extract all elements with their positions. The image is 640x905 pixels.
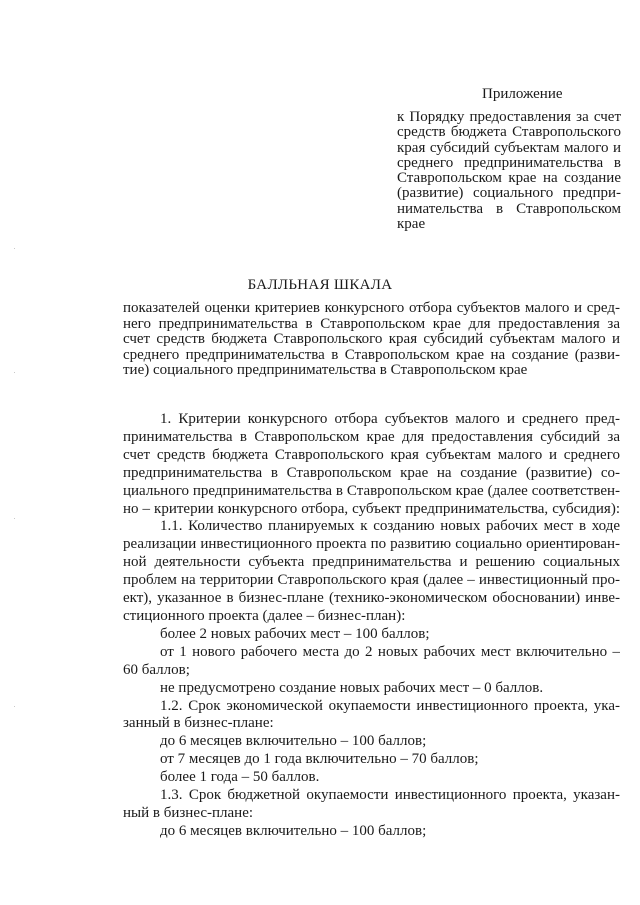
scan-margin-mark	[14, 372, 15, 373]
document-subtitle	[123, 301, 620, 379]
paragraph-line: 1.2. Срок экономической окупаемости инвестиционного проекта, ука-	[160, 697, 620, 714]
paragraph-line: 1.3. Срок бюджетной окупаемости инвестиционного проекта, указан-	[160, 787, 620, 804]
subtitle-line: тие) социального предпринимательства в Ставропольском крае	[123, 363, 528, 379]
paragraph-line: занный в бизнес-плане:	[123, 715, 274, 732]
appendix-line: нимательства в Ставропольском	[397, 201, 621, 217]
appendix-line: средств бюджета Ставропольского	[397, 125, 621, 141]
scan-margin-mark	[14, 248, 15, 249]
document-title: БАЛЛЬНАЯ ШКАЛА	[247, 277, 393, 293]
paragraph-line: реализации инвестиционного проекта по развитию социально ориентирован-	[123, 536, 620, 553]
paragraph-line: более 2 новых рабочих мест – 100 баллов;	[160, 625, 430, 642]
scan-margin-mark	[14, 518, 15, 519]
document-body	[123, 411, 620, 841]
appendix-reference	[397, 110, 621, 232]
paragraph-line: ной деятельности субъекта предпринимательства и решению социальных	[123, 554, 620, 571]
paragraph-line: но – критерии конкурсного отбора, субъект предпринимательства, субсидия):	[123, 500, 620, 517]
subtitle-line: него предпринимательства в Ставропольском крае для предоставления за	[123, 316, 620, 332]
appendix-line: (развитие) социального предпри-	[397, 186, 621, 202]
appendix-line: крае	[397, 217, 426, 233]
paragraph-line: стиционного проекта (далее – бизнес-план):	[123, 607, 406, 624]
subtitle-line: счет средств бюджета Ставропольского края субсидий субъектам малого и	[123, 332, 620, 348]
paragraph-line: принимательства в Ставропольском крае для предоставления субсидий за	[123, 428, 620, 445]
paragraph-line: до 6 месяцев включительно – 100 баллов;	[160, 733, 427, 750]
paragraph-line: 60 баллов;	[123, 661, 190, 678]
paragraph-line: циального предпринимательства в Ставропольском крае (далее соответствен-	[123, 482, 620, 499]
appendix-line: края субсидий субъектам малого и	[397, 140, 621, 156]
paragraph-line: счет средств бюджета Ставропольского края субъектам малого и среднего	[123, 446, 620, 463]
scan-margin-mark	[14, 706, 15, 707]
paragraph-line: не предусмотрено создание новых рабочих мест – 0 баллов.	[160, 679, 544, 696]
paragraph-line: от 1 нового рабочего места до 2 новых рабочих мест включительно –	[160, 643, 620, 660]
subtitle-line: среднего предпринимательства в Ставропольском крае на создание (разви-	[123, 347, 620, 363]
subtitle-line: показателей оценки критериев конкурсного отбора субъектов малого и сред-	[123, 301, 620, 316]
paragraph-line: 1. Критерии конкурсного отбора субъектов малого и среднего пред-	[160, 411, 620, 427]
paragraph-line: от 7 месяцев до 1 года включительно – 70 баллов;	[160, 751, 479, 768]
appendix-title: Приложение	[482, 86, 563, 102]
appendix-line: к Порядку предоставления за счет	[397, 110, 621, 125]
paragraph-line: до 6 месяцев включительно – 100 баллов;	[160, 822, 427, 839]
paragraph-line: ект), указанное в бизнес-плане (технико-экономическом обосновании) инве-	[123, 590, 620, 607]
appendix-line: Ставропольском крае на создание	[397, 171, 621, 187]
paragraph-line: ный в бизнес-плане:	[123, 804, 254, 821]
paragraph-line: более 1 года – 50 баллов.	[160, 769, 320, 786]
paragraph-line: 1.1. Количество планируемых к созданию новых рабочих мест в ходе	[160, 518, 620, 535]
paragraph-line: предпринимательства в Ставропольском крае на создание (развитие) со-	[123, 464, 620, 481]
paragraph-line: проблем на территории Ставропольского края (далее – инвестиционный про-	[123, 572, 620, 589]
appendix-line: среднего предпринимательства в	[397, 155, 621, 171]
